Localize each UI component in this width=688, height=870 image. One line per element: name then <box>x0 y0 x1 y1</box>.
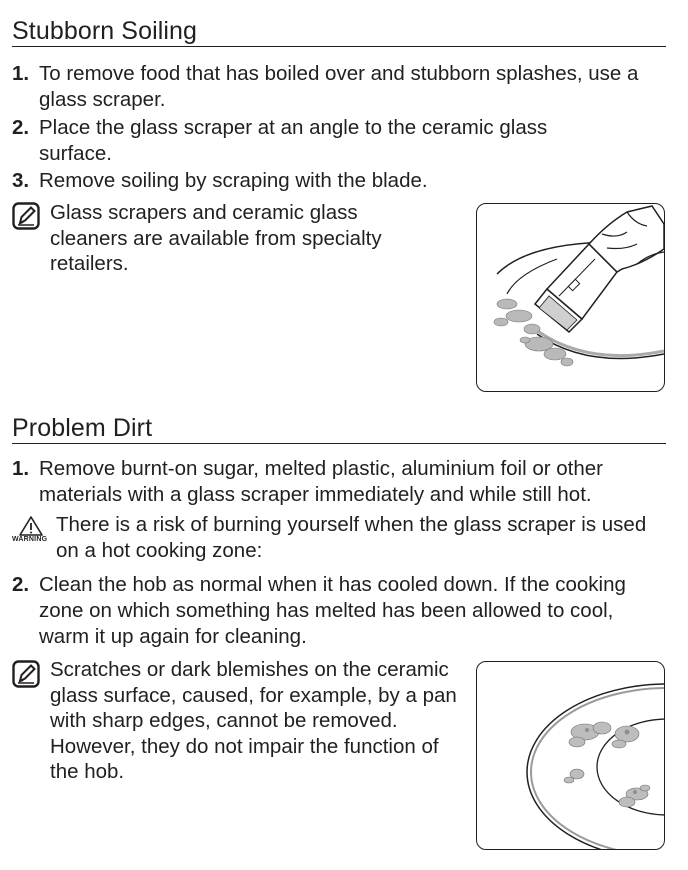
note-pencil-icon <box>12 202 40 230</box>
step-number: 2. <box>12 116 30 139</box>
section-divider <box>12 46 666 47</box>
warning-triangle-icon <box>10 513 52 549</box>
warning-label: WARNING <box>12 536 48 543</box>
step-item <box>12 572 672 650</box>
step-text: To remove food that has boiled over and stubborn splashes, use a glass scraper. <box>39 62 639 111</box>
section-title-stubborn-soiling: Stubborn Soiling <box>12 17 198 45</box>
step-number: 1. <box>12 62 30 85</box>
scraper-illustration <box>476 203 665 392</box>
step-number: 1. <box>12 457 30 480</box>
step-item <box>12 61 652 113</box>
section-divider <box>12 443 666 444</box>
note-text: Glass scrapers and ceramic glass cleaners are available from specialty retailers. <box>50 201 382 275</box>
step-number: 2. <box>12 573 30 596</box>
step-text: Place the glass scraper at an angle to the ceramic glass surface. <box>39 116 548 165</box>
step-item <box>12 115 652 167</box>
blemish-illustration <box>476 661 665 850</box>
step-text: Remove burnt-on sugar, melted plastic, aluminium foil or other materials with a glass scraper immediately and while still hot. <box>39 457 604 506</box>
step-item <box>12 456 672 508</box>
section-title-problem-dirt: Problem Dirt <box>12 414 153 442</box>
warning-text: There is a risk of burning yourself when the glass scraper is used on a hot cooking zone: <box>56 513 647 562</box>
step-text: Clean the hob as normal when it has cooled down. If the cooking zone on which something has melted has been allowed to cool, warm it up again for cleaning. <box>39 573 626 648</box>
step-text: Remove soiling by scraping with the blade. <box>39 169 428 192</box>
note-text: Scratches or dark blemishes on the ceramic glass surface, caused, for example, by a pan with sharp edges, cannot be removed. However, they do not impair the function of the hob. <box>50 658 457 783</box>
note-pencil-icon <box>12 660 40 688</box>
step-number: 3. <box>12 169 30 192</box>
step-item <box>12 168 652 194</box>
